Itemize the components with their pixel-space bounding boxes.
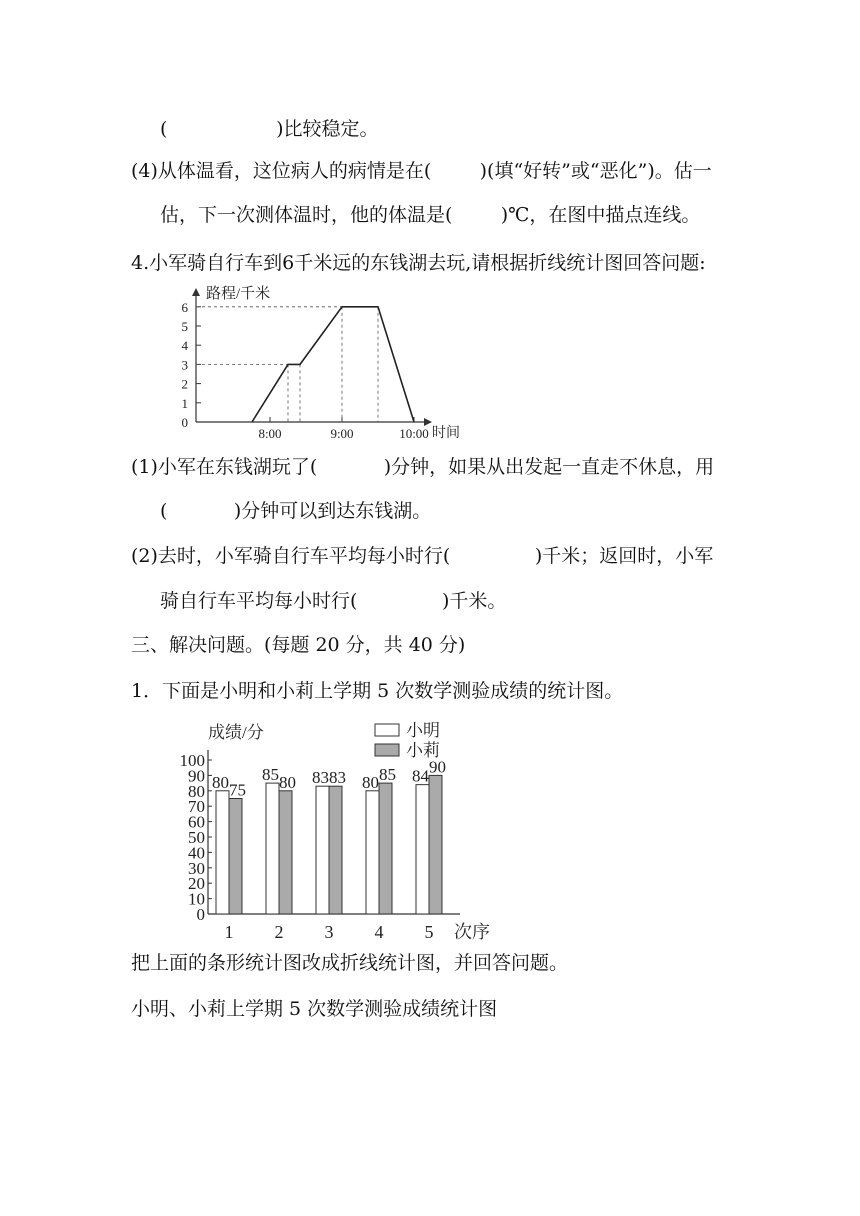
y-tick-label: 4 bbox=[181, 338, 188, 354]
x-tick-label: 10:00 bbox=[399, 426, 429, 441]
bar-xiaoli bbox=[329, 786, 342, 914]
y-axis-label: 路程/千米 bbox=[206, 286, 271, 302]
bar-xiaoli bbox=[379, 783, 392, 914]
x-axis-arrow bbox=[424, 418, 432, 426]
y-tick-label: 3 bbox=[181, 357, 188, 373]
x-tick-label: 3 bbox=[324, 922, 334, 942]
legend-swatch bbox=[375, 744, 399, 756]
y-axis-arrow bbox=[192, 288, 200, 296]
legend-label: 小莉 bbox=[406, 741, 440, 760]
bar-xiaoming bbox=[366, 791, 379, 914]
bar-xiaoming bbox=[416, 785, 429, 914]
legend-swatch bbox=[375, 724, 399, 736]
question-4-1: (1)小军在东钱湖玩了( )分钟，如果从出发起一直走不休息，用 bbox=[131, 456, 715, 478]
y-tick-label: 20 bbox=[188, 874, 205, 894]
bar-value-label: 84 bbox=[412, 766, 429, 786]
x-tick-label: 5 bbox=[424, 922, 434, 942]
y-tick-label: 1 bbox=[181, 395, 188, 411]
bar-value-label: 80 bbox=[279, 772, 296, 792]
y-tick-label: 2 bbox=[181, 376, 188, 392]
y-tick-label: 6 bbox=[181, 299, 188, 315]
x-tick-label: 9:00 bbox=[330, 426, 354, 441]
legend-label: 小明 bbox=[406, 721, 440, 740]
bar-xiaoli bbox=[279, 791, 292, 914]
question-4: 4.小军骑自行车到6千米远的东钱湖去玩,请根据折线统计图回答问题: bbox=[131, 252, 706, 274]
y-tick-label: 90 bbox=[188, 766, 205, 786]
text-line-2: (4)从体温看，这位病人的病情是在( )(填“好转”或“恶化”)。估一 bbox=[131, 160, 712, 182]
y-tick-label: 60 bbox=[188, 812, 205, 832]
line-chart-distance bbox=[160, 276, 480, 446]
x-axis-label: 时间 bbox=[432, 426, 460, 441]
x-tick-label: 1 bbox=[224, 922, 234, 942]
x-tick-label: 8:00 bbox=[258, 426, 282, 441]
y-tick-label: 30 bbox=[188, 858, 205, 878]
bar-value-label: 85 bbox=[379, 765, 396, 785]
bar-xiaoli bbox=[229, 799, 242, 915]
question-4-2: (2)去时，小军骑自行车平均每小时行( )千米；返回时，小军 bbox=[131, 545, 714, 567]
y-tick-label: 0 bbox=[196, 905, 205, 924]
bar-xiaoming bbox=[216, 791, 229, 914]
y-tick-label: 70 bbox=[188, 797, 205, 817]
bar-value-label: 90 bbox=[429, 757, 446, 777]
bar-xiaoming bbox=[316, 786, 329, 914]
y-tick-label: 40 bbox=[188, 843, 205, 863]
chart-title-line: 小明、小莉上学期 5 次数学测验成绩统计图 bbox=[131, 998, 498, 1020]
bar-value-label: 83 bbox=[312, 768, 329, 788]
x-tick-label: 4 bbox=[374, 922, 384, 942]
y-axis-label: 成绩/分 bbox=[208, 723, 264, 742]
question-4-1-cont: ( )分钟可以到达东钱湖。 bbox=[160, 500, 432, 522]
text-line-1: ( )比较稳定。 bbox=[160, 118, 379, 140]
bar-xiaoming bbox=[266, 783, 279, 914]
problem-1: 1．下面是小明和小莉上学期 5 次数学测验成绩的统计图。 bbox=[131, 680, 624, 702]
bar-value-label: 85 bbox=[262, 765, 279, 785]
bar-value-label: 83 bbox=[329, 768, 346, 788]
question-4-2-cont: 骑自行车平均每小时行( )千米。 bbox=[160, 590, 507, 612]
bar-value-label: 80 bbox=[212, 772, 229, 792]
bar-value-label: 75 bbox=[229, 780, 246, 800]
y-tick-label: 5 bbox=[181, 319, 188, 334]
x-tick-label: 2 bbox=[274, 922, 284, 942]
bar-value-label: 80 bbox=[362, 772, 379, 792]
section-3-heading: 三、解决问题。(每题 20 分，共 40 分) bbox=[131, 634, 466, 656]
y-tick-label: 80 bbox=[188, 781, 205, 801]
y-tick-label: 100 bbox=[179, 751, 205, 770]
y-tick-label: 50 bbox=[188, 828, 205, 847]
y-tick-label: 0 bbox=[181, 415, 188, 430]
bar-xiaoli bbox=[429, 775, 442, 914]
text-line-3: 估，下一次测体温时，他的体温是( )℃，在图中描点连线。 bbox=[160, 204, 701, 226]
x-axis-label: 次序 bbox=[454, 922, 490, 942]
instruction-line: 把上面的条形统计图改成折线统计图，并回答问题。 bbox=[131, 952, 569, 974]
y-tick-label: 10 bbox=[188, 889, 205, 909]
bar-chart-scores bbox=[170, 712, 500, 942]
